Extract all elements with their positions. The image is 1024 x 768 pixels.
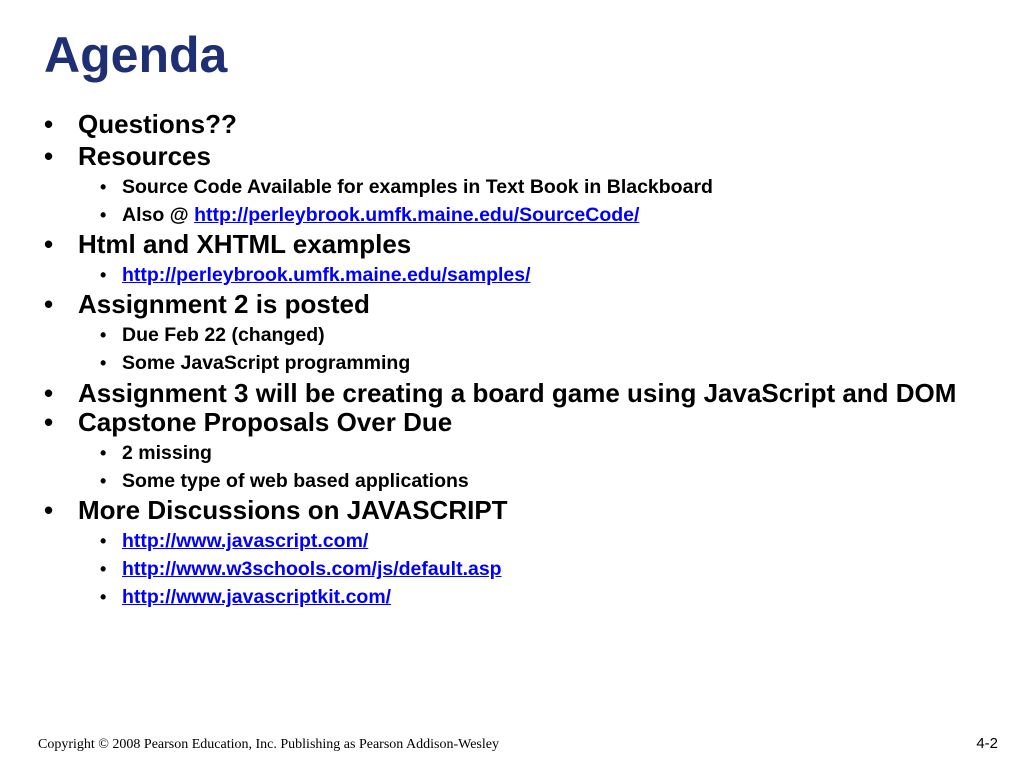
sub-bullet-w3schools [0,558,1024,580]
sub-bullet-missing [0,442,1024,464]
bullet-text: Capstone Proposals Over Due [78,407,453,437]
bullet-dot: • [44,289,54,319]
bullet-text: Questions?? [78,109,237,139]
sub-bullet-dot: • [100,325,107,345]
bullet-list [0,106,1024,608]
sub-bullet-samples [0,264,1024,286]
sub-bullet-dot: • [100,353,107,373]
sub-bullet-due-date [0,324,1024,346]
sub-bullet-source-code [0,176,1024,198]
sub-bullet-also [0,204,1024,226]
sub-bullet-javascriptkit [0,586,1024,608]
javascript-com-link[interactable]: http://www.javascript.com/ [122,530,369,552]
bullet-text: Assignment 2 is posted [78,289,370,319]
bullet-javascript-discussions [0,497,1024,524]
javascriptkit-link[interactable]: http://www.javascriptkit.com/ [122,586,392,608]
sub-bullet-text: 2 missing [122,442,212,464]
sub-bullet-dot: • [100,587,107,607]
sourcecode-link[interactable]: http://perleybrook.umfk.maine.edu/SourceCode/ [194,204,640,226]
bullet-text: More Discussions on JAVASCRIPT [78,495,508,525]
sub-bullet-dot: • [100,443,107,463]
sub-bullet-text: Some JavaScript programming [122,352,411,374]
bullet-resources [0,143,1024,170]
bullet-html-xhtml [0,231,1024,258]
sub-bullet-dot: • [100,559,107,579]
sub-bullet-text: Some type of web based applications [122,470,469,492]
bullet-dot: • [44,229,54,259]
samples-link[interactable]: http://perleybrook.umfk.maine.edu/samples/ [122,264,531,286]
sub-bullet-dot: • [100,531,107,551]
w3schools-link[interactable]: http://www.w3schools.com/js/default.asp [122,558,502,580]
bullet-dot: • [44,141,54,171]
bullet-capstone [0,409,1024,436]
slide-title: Agenda [44,27,228,83]
bullet-text: Resources [78,141,211,171]
sub-bullet-text: Due Feb 22 (changed) [122,324,325,346]
bullet-dot: • [44,407,54,437]
bullet-text: Assignment 3 will be creating a board game using JavaScript and DOM [78,378,957,408]
sub-bullet-web-apps [0,470,1024,492]
bullet-assignment-2 [0,291,1024,318]
bullet-dot: • [44,378,54,408]
sub-bullet-prefix: Also @ [122,204,195,226]
sub-bullet-js-programming [0,352,1024,374]
bullet-dot: • [44,109,54,139]
sub-bullet-javascript-com [0,530,1024,552]
sub-bullet-dot: • [100,265,107,285]
bullet-assignment-3 [0,378,1024,408]
bullet-questions [0,111,1024,138]
sub-bullet-dot: • [100,177,107,197]
bullet-dot: • [44,495,54,525]
bullet-text: Html and XHTML examples [78,229,412,259]
page-number: 4-2 [976,735,998,752]
sub-bullet-text: Source Code Available for examples in Text Book in Blackboard [122,176,713,198]
sub-bullet-dot: • [100,471,107,491]
copyright-footer: Copyright © 2008 Pearson Education, Inc. Publishing as Pearson Addison-Wesley [38,737,499,752]
sub-bullet-dot: • [100,205,107,225]
